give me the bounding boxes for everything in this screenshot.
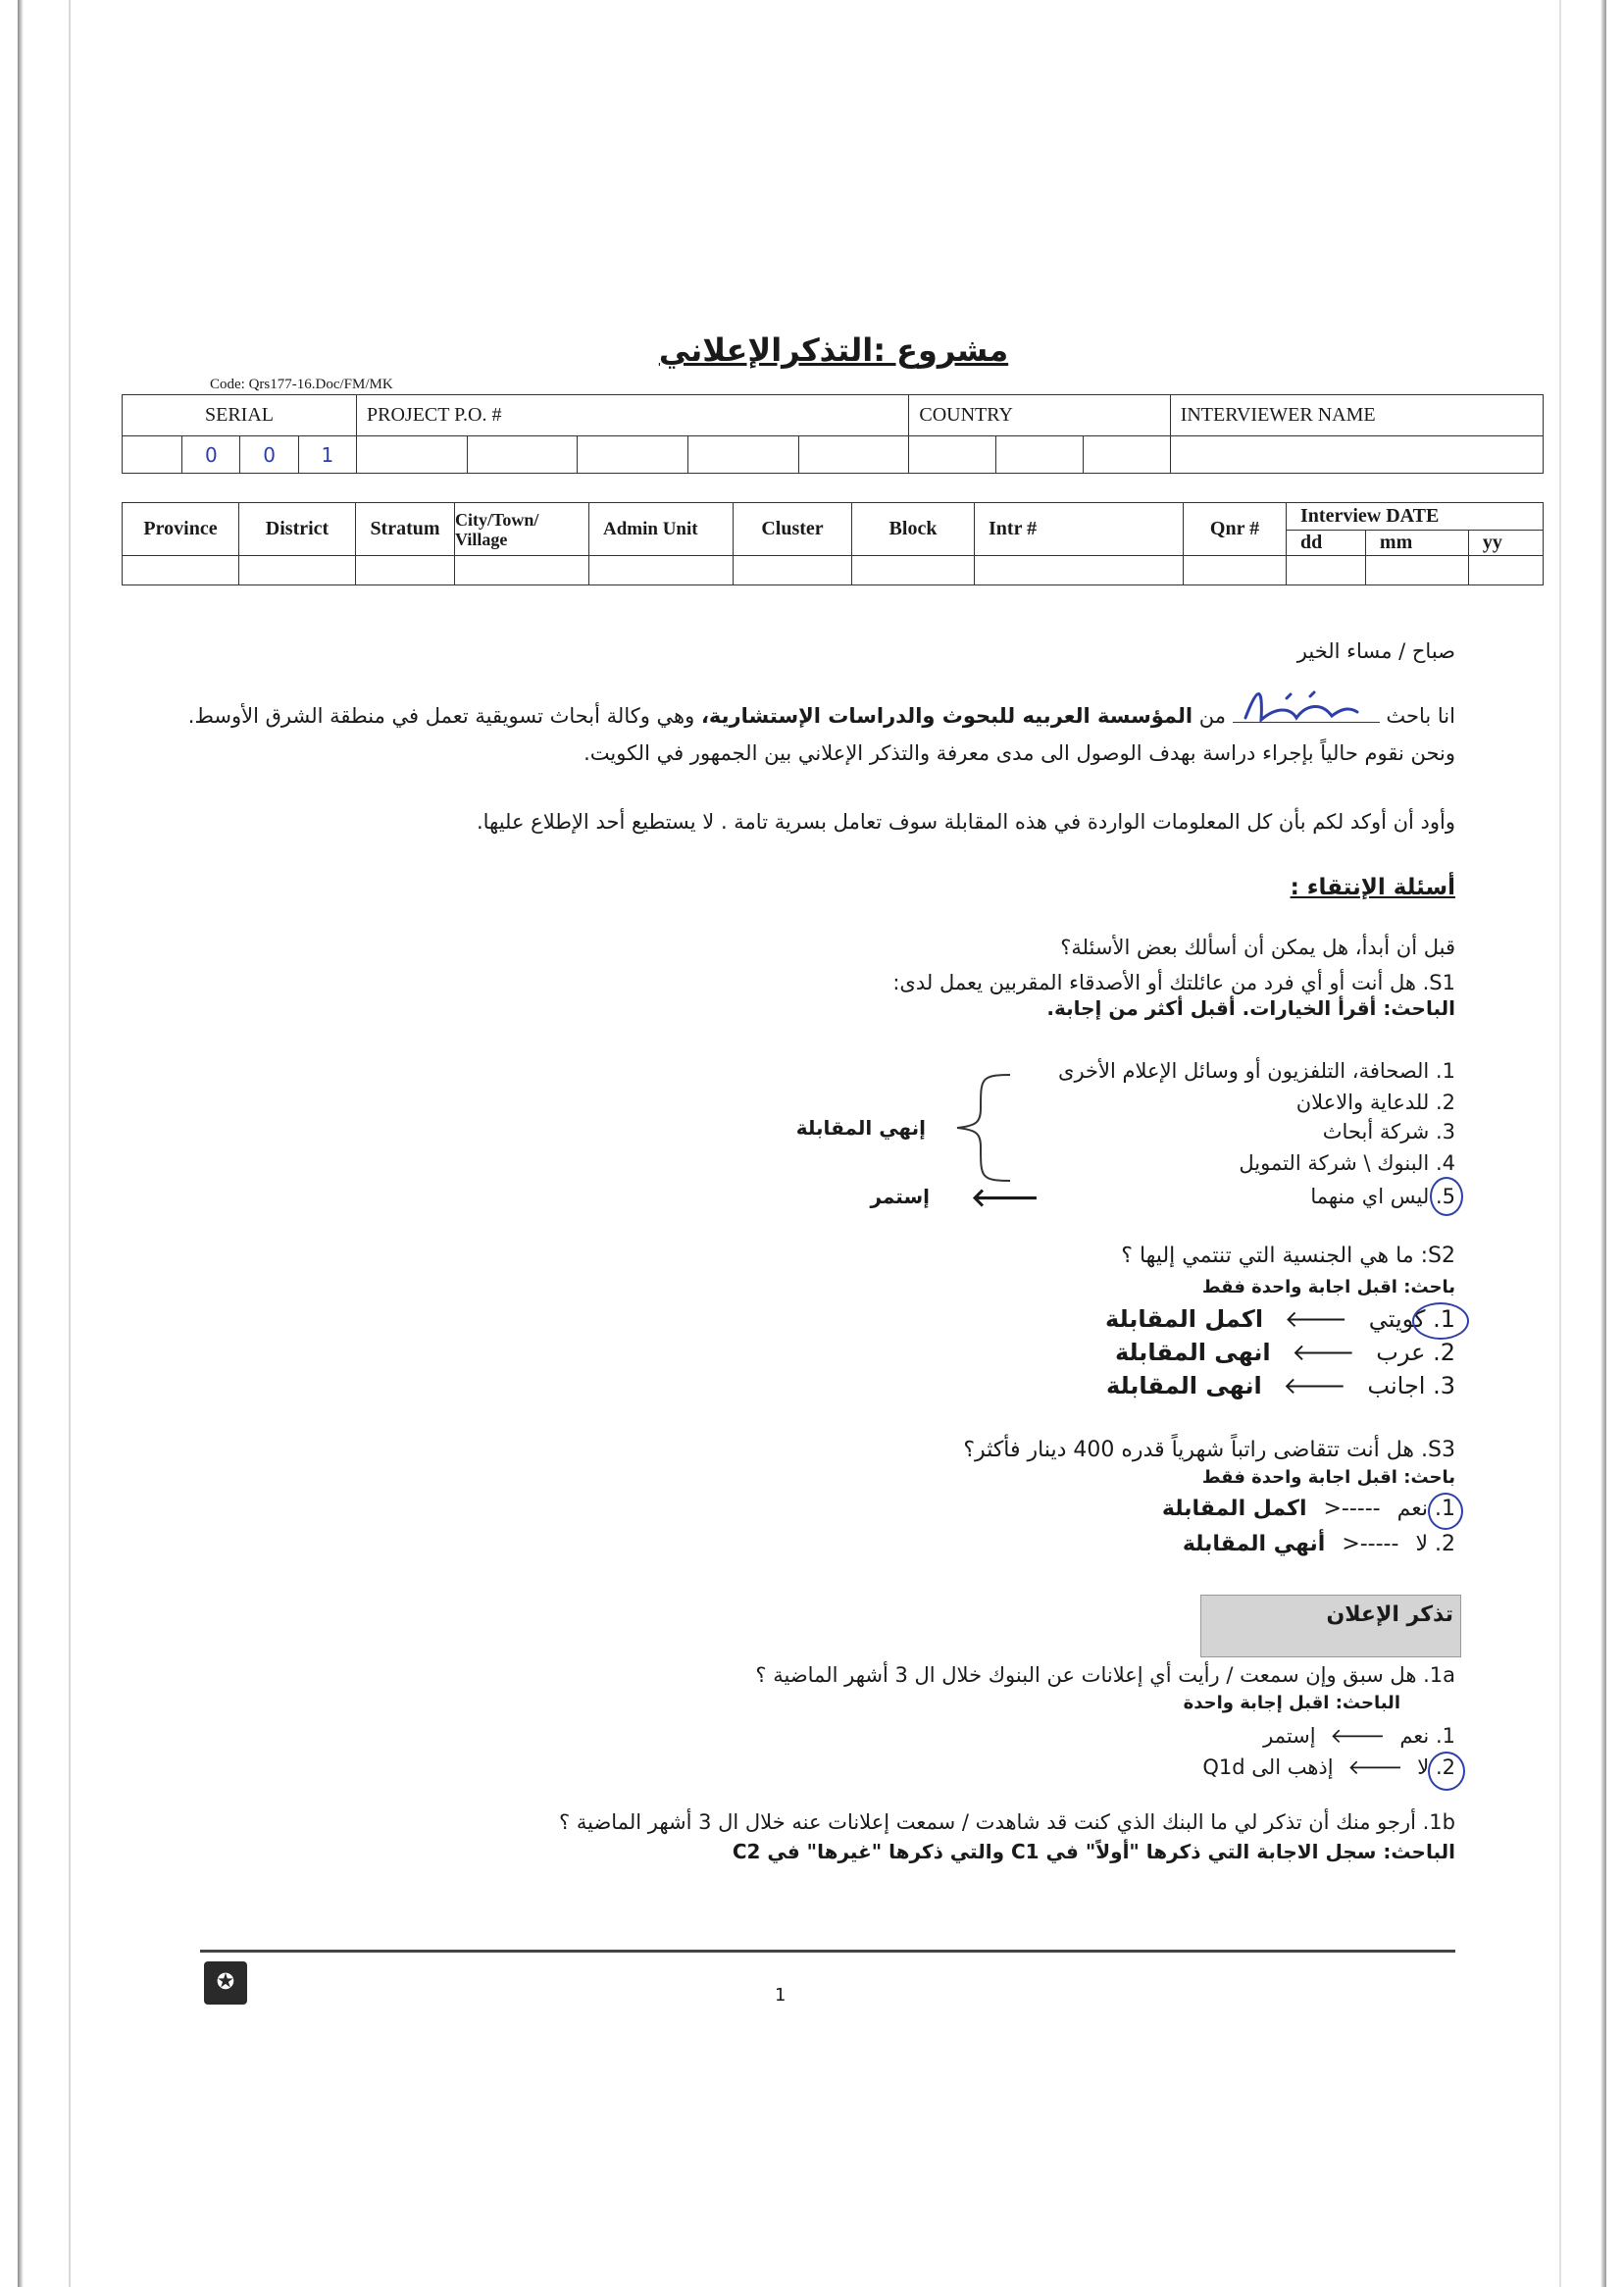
s1-terminate-label: إنهي المقابلة	[795, 1116, 926, 1140]
s1-selected-circle	[1430, 1177, 1463, 1216]
block-label: Block	[852, 503, 975, 556]
sample-info-table	[122, 502, 1544, 585]
interviewer-name-field[interactable]	[1170, 436, 1543, 474]
country-cell[interactable]	[996, 436, 1084, 474]
intro-line-3: وأود أن أوكد لكم بأن كل المعلومات الواردة في هذه المقابلة سوف تعامل بسرية تامة . لا يستطيع أحد الإطلاع عليها.	[476, 810, 1455, 834]
s1-option-2[interactable]: 2. للدعاية والاعلان	[1295, 1091, 1455, 1114]
s3-option-action: أنهي المقابلة	[1182, 1532, 1326, 1556]
project-cell[interactable]	[578, 436, 688, 474]
district-label: District	[239, 503, 356, 556]
country-cell[interactable]	[1083, 436, 1170, 474]
question-1b: 1b. أرجو منك أن تذكر لي ما البنك الذي كنت قد شاهدت / سمعت إعلانات عنه خلال ال 3 أشهر الماضية ؟	[559, 1810, 1455, 1834]
serial-table	[122, 394, 1544, 474]
s3-option-action: اكمل المقابلة	[1161, 1497, 1307, 1521]
stratum-label: Stratum	[356, 503, 455, 556]
s2-option-action: انهى المقابلة	[1114, 1339, 1271, 1366]
serial-label: SERIAL	[123, 395, 357, 436]
s2-option-label: 3. اجانب	[1367, 1372, 1455, 1399]
q1a-option-label: 1. نعم	[1399, 1724, 1455, 1748]
s1-continue-label: إستمر	[870, 1185, 930, 1208]
s3-option-label: 1. نعم	[1396, 1497, 1455, 1521]
qnr-label: Qnr #	[1184, 503, 1287, 556]
intro-agency: وهي وكالة أبحاث تسويقية تعمل في منطقة الشرق الأوسط.	[187, 704, 695, 728]
greeting: صباح / مساء الخير	[1296, 639, 1455, 663]
question-s1: S1. هل أنت أو أي فرد من عائلتك أو الأصدقاء المقربين يعمل لدى:	[892, 971, 1455, 994]
city-field[interactable]	[455, 556, 589, 585]
q1a-option-2[interactable]	[1202, 1755, 1455, 1780]
q1a-option-1[interactable]	[1263, 1724, 1455, 1749]
project-cell[interactable]	[798, 436, 909, 474]
s1-option-1[interactable]: 1. الصحافة، التلفزيون أو وسائل الإعلام الأخرى	[1058, 1059, 1455, 1083]
date-yy-label: yy	[1468, 531, 1543, 556]
q1a-option-label: 2. لا	[1417, 1755, 1455, 1779]
signature-scribble	[1238, 677, 1365, 736]
interview-date-label: Interview DATE	[1287, 503, 1544, 531]
s1-option-5[interactable]: 5. ليس اي منهما	[1310, 1185, 1455, 1208]
country-label: COUNTRY	[909, 395, 1170, 436]
scan-shadow-left	[69, 0, 71, 2287]
s2-option-label: 2. عرب	[1376, 1339, 1455, 1366]
arrow-left-icon: 🡐	[971, 1184, 1040, 1213]
project-cell[interactable]	[467, 436, 578, 474]
q1a-selected-circle	[1428, 1752, 1465, 1791]
company-logo-icon: ✪	[204, 1961, 247, 2005]
district-field[interactable]	[239, 556, 356, 585]
screening-heading: أسئلة الإنتقاء :	[1290, 875, 1455, 900]
q1a-option-action: إذهب الى Q1d	[1202, 1755, 1334, 1779]
arrow-left-icon: 🡐	[1284, 1305, 1348, 1333]
arrow-left-icon: 🡐	[1330, 1724, 1386, 1748]
page-number: 1	[775, 1985, 787, 2006]
admin-unit-field[interactable]	[589, 556, 734, 585]
block-field[interactable]	[852, 556, 975, 585]
stratum-field[interactable]	[356, 556, 455, 585]
s2-selected-circle	[1412, 1302, 1469, 1340]
project-po-label: PROJECT P.O. #	[357, 395, 909, 436]
arrow-left-icon: 🡐	[1347, 1755, 1403, 1779]
q1b-instruction: الباحث: سجل الاجابة التي ذكرها "أولاً" في C1 والتي ذكرها "غيرها" في C2	[732, 1840, 1455, 1863]
s1-option-3[interactable]: 3. شركة أبحاث	[1322, 1120, 1455, 1144]
province-field[interactable]	[123, 556, 239, 585]
arrow-left-icon: 🡐	[1292, 1339, 1355, 1366]
screening-intro: قبل أن أبدأ، هل يمكن أن أسألك بعض الأسئلة؟	[1060, 936, 1455, 959]
serial-digit-1[interactable]: 0	[182, 436, 240, 474]
serial-cell[interactable]	[123, 436, 182, 474]
intro-researcher: انا باحث	[1386, 704, 1455, 728]
intr-field[interactable]	[975, 556, 1184, 585]
date-dd-label: dd	[1287, 531, 1366, 556]
s2-option-2[interactable]	[1115, 1338, 1455, 1366]
s2-option-action: انهى المقابلة	[1106, 1372, 1262, 1399]
arrow-left-icon: 🡐	[1283, 1372, 1346, 1399]
interviewer-name-label: INTERVIEWER NAME	[1170, 395, 1543, 436]
s2-option-action: اكمل المقابلة	[1105, 1305, 1264, 1333]
brace-icon	[922, 1069, 1020, 1187]
date-yy-field[interactable]	[1468, 556, 1543, 585]
admin-unit-label: Admin Unit	[589, 503, 734, 556]
organization-name: المؤسسة العربيه للبحوث والدراسات الإستشارية،	[700, 704, 1193, 728]
s3-option-2[interactable]	[1183, 1532, 1455, 1556]
project-cell[interactable]	[687, 436, 798, 474]
question-1a: 1a. هل سبق وإن سمعت / رأيت أي إعلانات عن البنوك خلال ال 3 أشهر الماضية ؟	[755, 1663, 1455, 1687]
q1a-option-action: إستمر	[1263, 1724, 1316, 1748]
s2-instruction: باحث: اقبل اجابة واحدة فقط	[1201, 1277, 1455, 1297]
province-label: Province	[123, 503, 239, 556]
s3-option-1[interactable]	[1162, 1497, 1455, 1521]
intro-from: من	[1198, 704, 1227, 728]
scan-edge-right	[1600, 0, 1606, 2287]
q1a-instruction: الباحث: اقبل إجابة واحدة	[1183, 1693, 1400, 1713]
serial-digit-3[interactable]: 1	[298, 436, 356, 474]
s2-option-3[interactable]	[1106, 1371, 1455, 1399]
city-town-village-label: City/Town/ Village	[455, 503, 589, 556]
document-title: مشروع :التذكرالإعلاني	[658, 331, 1009, 369]
s3-option-arrow: -----<	[1323, 1497, 1381, 1521]
question-s2: S2: ما هي الجنسية التي تنتمي إليها ؟	[1121, 1244, 1455, 1268]
s1-option-4[interactable]: 4. البنوك \ شركة التمويل	[1239, 1151, 1455, 1175]
serial-digit-2[interactable]: 0	[240, 436, 298, 474]
s2-option-label: 1. كويتي	[1368, 1305, 1455, 1333]
date-mm-label: mm	[1365, 531, 1468, 556]
s2-option-1[interactable]	[1105, 1304, 1455, 1333]
date-dd-field[interactable]	[1287, 556, 1366, 585]
question-s3: S3. هل أنت تتقاضى راتباً شهرياً قدره 400 دينار فأكثر؟	[963, 1438, 1455, 1462]
qnr-field[interactable]	[1184, 556, 1287, 585]
footer-rule	[200, 1950, 1455, 1953]
s3-option-arrow: -----<	[1342, 1532, 1399, 1556]
intro-line-2: ونحن نقوم حالياً بإجراء دراسة بهدف الوصول الى مدى معرفة والتذكر الإعلاني بين الجمهور في الكويت.	[584, 741, 1455, 765]
country-cell[interactable]	[909, 436, 996, 474]
scan-shadow-right	[1559, 0, 1561, 2287]
s3-instruction: باحث: اقبل اجابة واحدة فقط	[1201, 1467, 1455, 1488]
s1-instruction: الباحث: أقرأ الخيارات. أقبل أكثر من إجابة.	[1046, 996, 1455, 1020]
document-code: Code: Qrs177-16.Doc/FM/MK	[210, 377, 393, 392]
cluster-label: Cluster	[734, 503, 852, 556]
s3-option-label: 2. لا	[1415, 1532, 1455, 1556]
intr-label: Intr #	[975, 503, 1184, 556]
date-mm-field[interactable]	[1365, 556, 1468, 585]
s3-selected-circle	[1428, 1493, 1463, 1530]
cluster-field[interactable]	[734, 556, 852, 585]
section-title: تذكر الإعلان	[1326, 1602, 1453, 1627]
scan-edge-left	[18, 0, 24, 2287]
project-cell[interactable]	[357, 436, 468, 474]
